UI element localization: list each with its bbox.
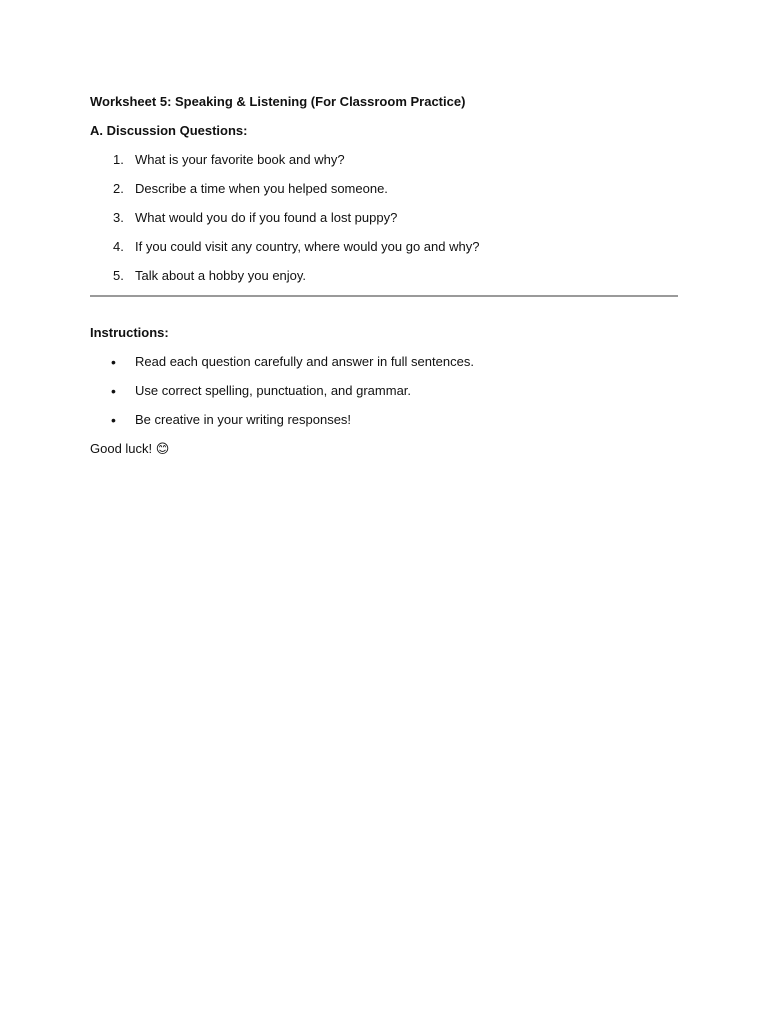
list-item-number: 2. <box>113 181 124 196</box>
closing-text: Good luck! 😊 <box>90 441 170 456</box>
list-item-number: 1. <box>113 152 124 167</box>
list-item-text: What would you do if you found a lost puppy? <box>135 210 398 225</box>
list-item-text: If you could visit any country, where would you go and why? <box>135 239 480 254</box>
list-item <box>90 151 678 169</box>
list-item <box>90 267 678 285</box>
horizontal-divider <box>90 295 678 297</box>
list-item-text: What is your favorite book and why? <box>135 152 345 167</box>
bullet-icon: • <box>111 412 116 428</box>
list-item-text: Talk about a hobby you enjoy. <box>135 268 307 283</box>
list-item <box>90 180 678 198</box>
list-item <box>90 353 678 371</box>
discussion-questions-list <box>90 151 678 285</box>
list-item-text: Read each question carefully and answer in full sentences. <box>135 354 474 369</box>
list-item <box>90 209 678 227</box>
list-item <box>90 238 678 256</box>
list-item-number: 5. <box>113 268 124 283</box>
list-item-number: 4. <box>113 239 124 254</box>
instructions-heading: Instructions: <box>90 325 169 340</box>
list-item-text: Be creative in your writing responses! <box>135 412 352 427</box>
discussion-questions-heading: A. Discussion Questions: <box>90 123 248 138</box>
list-item-text: Describe a time when you helped someone. <box>135 181 388 196</box>
instructions-list <box>90 353 678 429</box>
list-item-number: 3. <box>113 210 124 225</box>
worksheet-page <box>90 93 678 458</box>
list-item <box>90 411 678 429</box>
bullet-icon: • <box>111 354 116 370</box>
list-item <box>90 382 678 400</box>
worksheet-title: Worksheet 5: Speaking & Listening (For Classroom Practice) <box>90 94 466 109</box>
bullet-icon: • <box>111 383 116 399</box>
list-item-text: Use correct spelling, punctuation, and grammar. <box>135 383 412 398</box>
